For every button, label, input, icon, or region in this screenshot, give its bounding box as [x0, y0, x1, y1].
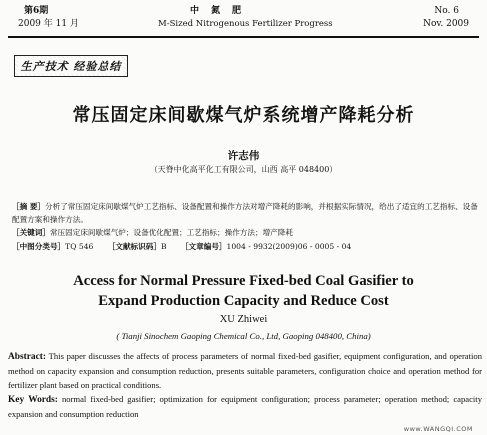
keywords-en-label: Key Words: [8, 395, 58, 405]
title-en-line2: Expand Production Capacity and Reduce Cost [98, 293, 389, 309]
affiliation-en: ( Tianji Sinochem Gaoping Chemical Co., Ltd, Gaoping 048400, China) [116, 331, 371, 341]
running-header [8, 4, 479, 34]
date-cn: 2009 年 11 月 [18, 19, 79, 29]
doccode-value: B [160, 242, 167, 251]
author-cn: 许志伟 [227, 150, 260, 162]
author-en: XU Zhiwei [219, 314, 268, 325]
abstract-en [8, 349, 482, 392]
doccode-label: ［文献标识码］ [107, 242, 161, 251]
issue-cn: 第6期 [24, 6, 49, 16]
journal-name-cn: 中氮肥 [190, 6, 254, 16]
abstract-cn-text: 分析了常压固定床间歇煤气炉工艺指标、设备配置和操作方法对增产降耗的影响，并根据实际情况，给出了适宜的工艺指标、设备配置方案和操作方法。 [12, 202, 478, 224]
title-cn: 常压固定床间歇煤气炉系统增产降耗分析 [72, 105, 415, 126]
keywords-en [8, 392, 482, 421]
articleno-value: 1004 - 9932(2009)06 - 0005 - 04 [226, 242, 352, 251]
classification-line [12, 240, 480, 253]
header-rule [8, 36, 479, 38]
articleno-label: ［文章编号］ [180, 242, 227, 251]
keywords-cn-text: 常压固定床间歇煤气炉；设备优化配置；工艺指标；操作方法；增产降耗 [49, 228, 293, 237]
watermark: www.WANGQI.COM [403, 425, 473, 433]
date-en: Nov. 2009 [423, 19, 469, 29]
affiliation-cn: （天脊中化高平化工有限公司，山西 高平 048400） [149, 165, 338, 174]
title-en-line1: Access for Normal Pressure Fixed-bed Coal Gasifier to [73, 273, 414, 289]
issue-en: No. 6 [434, 6, 459, 16]
abstract-cn [12, 200, 480, 226]
clc-label: ［中图分类号］ [12, 242, 66, 251]
keywords-en-text: normal fixed-bed gasifier; optimization for equipment configuration; process parameter; operation method; capacity expansion and consumption reduction [8, 394, 482, 419]
abstract-en-label: Abstract: [8, 352, 47, 362]
section-label-box [14, 55, 128, 77]
keywords-cn-label: ［关键词］ [12, 228, 50, 237]
abstract-en-text: This paper discusses the affects of process parameters of normal fixed-bed gasifier, equipment configuration, and operation method on capacity expansion and consumption reduction, presents suitable parameters, configuration choice and operation method for fertilizer plant based on practical conditions. [8, 351, 482, 390]
clc-value: TQ 546 [65, 242, 94, 251]
keywords-cn [12, 226, 480, 239]
abstract-cn-label: ［摘 要］ [12, 202, 46, 211]
section-label: 生产技术 经验总结 [18, 58, 125, 74]
journal-name-en: M-Sized Nitrogenous Fertilizer Progress [158, 19, 333, 29]
